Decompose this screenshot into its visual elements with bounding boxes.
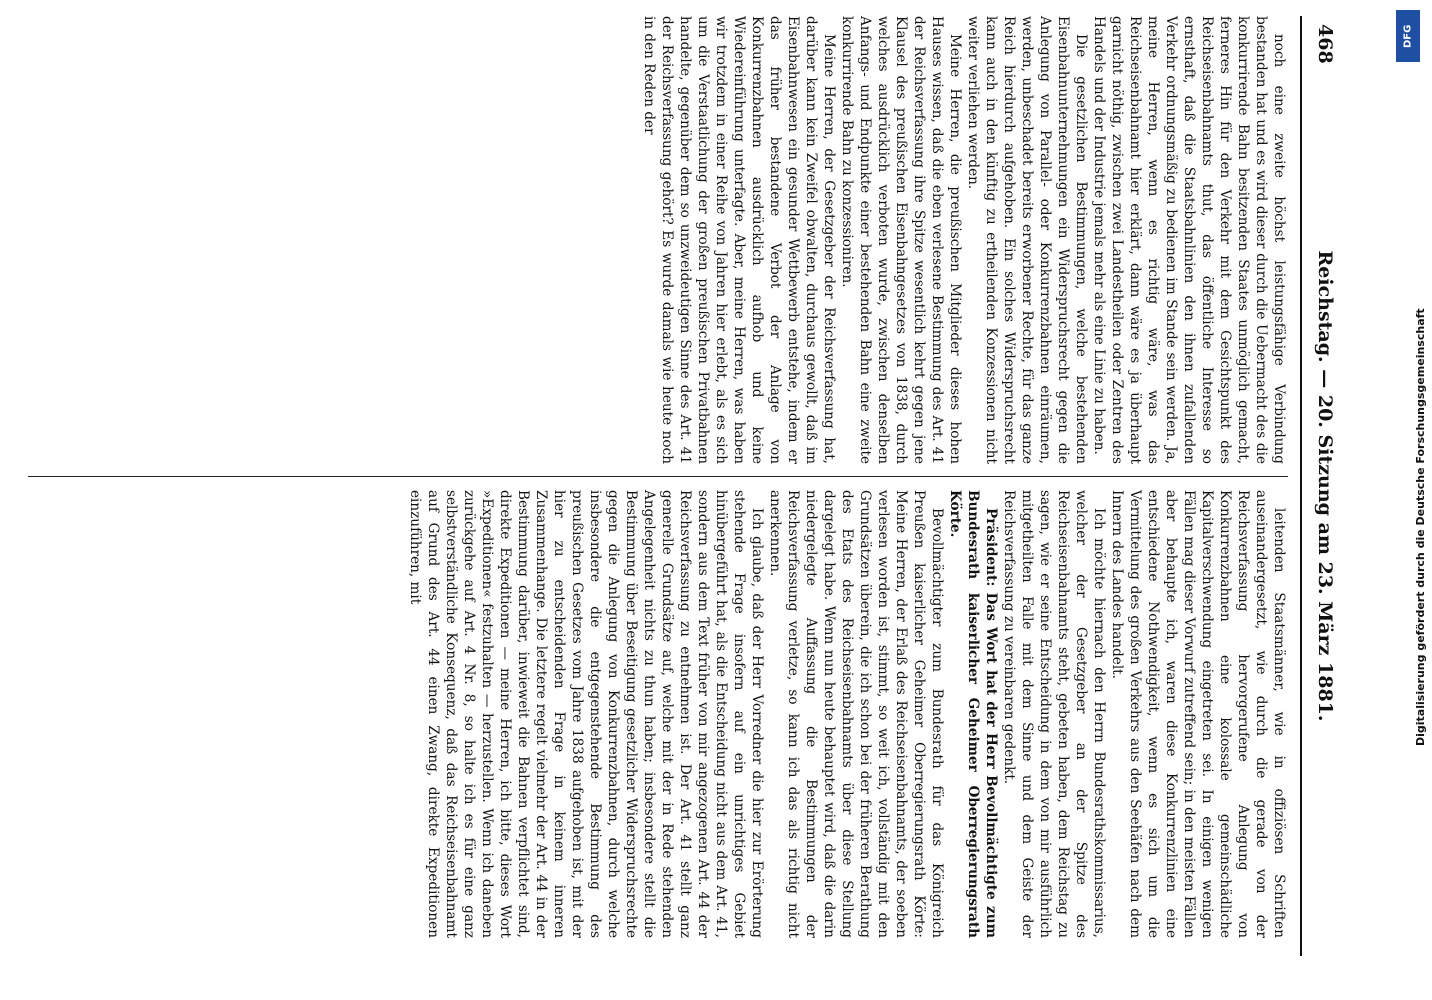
digitization-sidebar (1388, 6, 1428, 994)
paragraph: noch eine zweite höchst leistungsfähige Verbindung bestanden hat und es wird dieser durch die Uebermacht des die konkurrirende Bahn besitzenden Staates unmöglich gemacht, ferneres Hin für den Verkehr mit dem Gesichtspunkt des Reichseisenbahnamts thut, das öffentliche Interesse so ernsthaft, daß die Staatsbahnlinien den ihnen zufallenden Verkehr ordnungsmäßig zu bedienen im Stande sein werden. Ja, meine Herren, wenn es richtig wäre, was das Reichseisenbahnamt hier erklärt, dann wäre es ja überhaupt garnicht nöthig, zwischen zwei Landestheilen oder Zentren des Handels und der Industrie jemals mehr als eine Linie zu haben. (1091, 16, 1287, 464)
right-column (406, 490, 1288, 938)
paragraph: Ich glaube, daß der Herr Vorredner die hier zur Erörterung stehende Frage insofern auf ein unrichtiges Gebiet hinübergeführt hat, als die Entscheidung nicht aus dem Art. 41, sondern aus dem Text früher von mir angezogenen Art. 44 der Reichsverfassung zu entnehmen ist. Der Art. 41 stellt ganz generelle Grundsätze auf, welche mit der in Rede stehenden Angelegenheit nichts zu thun haben; insbesondere stellt die Bestimmung über Beseitigung gesetzlicher Widerspruchsrechte gegen die Anlegung von Konkurrenzbahnen, durch welche insbesondere die entgegenstehende Bestimmung des preußischen Gesetzes vom Jahre 1838 aufgehoben ist, mit der hier zu entscheidenden Frage in keinem inneren Zusammenhange. Die letztere regelt vielmehr der Art. 44 in der Bestimmung darüber, inwieweit die Bahnen verpflichtet sind, direkte Expeditionen — meine Herren, ich bitte, dieses Wort »Expeditionen« festzuhalten — herzustellen. Wenn ich daneben zurückgehe auf Art. 4 Nr. 8, so halte ich es für eine ganz selbstverständliche Konsequenz, daß das Reichseisenbahnamt auf Grund des Art. 44 einen Zwang, direkte Expeditionen einzuführen, mit (407, 490, 765, 938)
paragraph: leitenden Staatsmänner, wie in offiziösen Schriften auseinandergesetzt, wie durch die gerade von der Reichsverfassung hervorgerufene Anlegung von Konkurrenzbahnen eine kolossale gemeinschädliche Kapitalverschwendung eingetreten sei. In einigen wenigen Fällen mag dieser Vorwurf zutreffend sein; in den meisten Fällen aber behaupte ich, waren diese Konkurrenzlinien eine entschiedene Nothwendigkeit, wenn es sich um die Vermittelung des großen Verkehrs aus den Seehäfen nach dem Innern des Landes handelt. (1109, 490, 1287, 938)
paragraph: Meine Herren, der Gesetzgeber der Reichsverfassung hat, darüber kann kein Zweifel obwalten, durchaus gewollt, daß im Eisenbahnwesen ein gesunder Wettbewerb entstehe, indem er das früher bestandene Verbot der Anlage von Konkurrenzbahnen ausdrücklich aufhob und keine Wiedereinführung unterfagte. Aber, meine Herren, was haben wir trotzdem in einer Reihe von Jahren hier erlebt, als es sich um die Verstaatlichung der großen preußischen Privatbahnen handelte, gegenüber dem so unzweideutigen Sinne des Art. 41 der Reichsverfassung gehört? Es wurde damals wie heute noch in den Reden der (641, 16, 837, 464)
dfg-logo: DFG (1396, 10, 1420, 62)
left-column (640, 16, 1288, 464)
page-header (1300, 16, 1346, 956)
paragraph: Ich möchte hiernach den Herrn Bundesrathskommissarius, welcher der Gesetzgeber an der Spitze des Reichseisenbahnamts steht, gebeten haben, dem Reichstag zu sagen, wie er seine Entscheidung in dem von mir ausführlich mitgetheilten Falle mit dem Sinne und dem Geiste der Reichsverfassung zu vereinbaren gedenkt. (1001, 490, 1107, 938)
column-divider (28, 476, 1288, 477)
paragraph: Die gesetzlichen Bestimmungen, welche bestehenden Eisenbahnunternehmungen ein Widerspruchsrecht gegen die Anlegung von Parallel- oder Konkurrenzbahnen einräumen, werden, unbeschadet bereits erworbener Rechte, für das ganze Reich hierdurch aufgehoben. Ein solches Widerspruchsrecht kann auch in den künftig zu ertheilenden Konzessionen nicht weiter verliehen werden. (965, 16, 1089, 464)
page-content (16, 16, 1346, 956)
page-number: 468 (1314, 24, 1336, 64)
paragraph: Meine Herren, die preußischen Mitglieder dieses hohen Hauses wissen, daß die eben verlesene Bestimmung des Art. 41 der Reichsverfassung ihre Spitze wesentlich kehrt gegen jene Klausel des preußischen Eisenbahngesetzes von 1838, durch welches ausdrücklich verboten wurde, zwischen denselben Anfangs- und Endpunkte einer bestehenden Bahn eine zweite konkurrirende Bahn zu konzessioniren. (839, 16, 963, 464)
speaker-paragraph: Präsident: Das Wort hat der Herr Bevollmächtigte zum Bundesrath kaiserlicher Geheimer Oberregierungsrath Körte. (947, 490, 999, 938)
page-title: Reichstag. — 20. Sitzung am 23. März 1881. (1314, 250, 1336, 722)
digitization-credit: Digitalisierung gefördert durch die Deutsche Forschungsgemeinschaft (1414, 308, 1427, 746)
scanned-page (16, 16, 1346, 956)
paragraph: Bevollmächtigter zum Bundesrath für das Königreich Preußen kaiserlicher Geheimer Oberregierungsrath Körte: Meine Herren, der Erlaß des Reichseisenbahnamts, der soeben verlesen worden ist, stimmt, so weit ich, vollständig mit den Grundsätzen überein, die ich schon bei der früheren Berathung des Etats des Reichseisenbahnamts über diese Stellung dargelegt habe. Wenn nun heute behauptet wird, daß die darin niedergelegte Auffassung die Bestimmungen der Reichsverfassung verletze, so kann ich das als richtig nicht anerkennen. (767, 490, 945, 938)
